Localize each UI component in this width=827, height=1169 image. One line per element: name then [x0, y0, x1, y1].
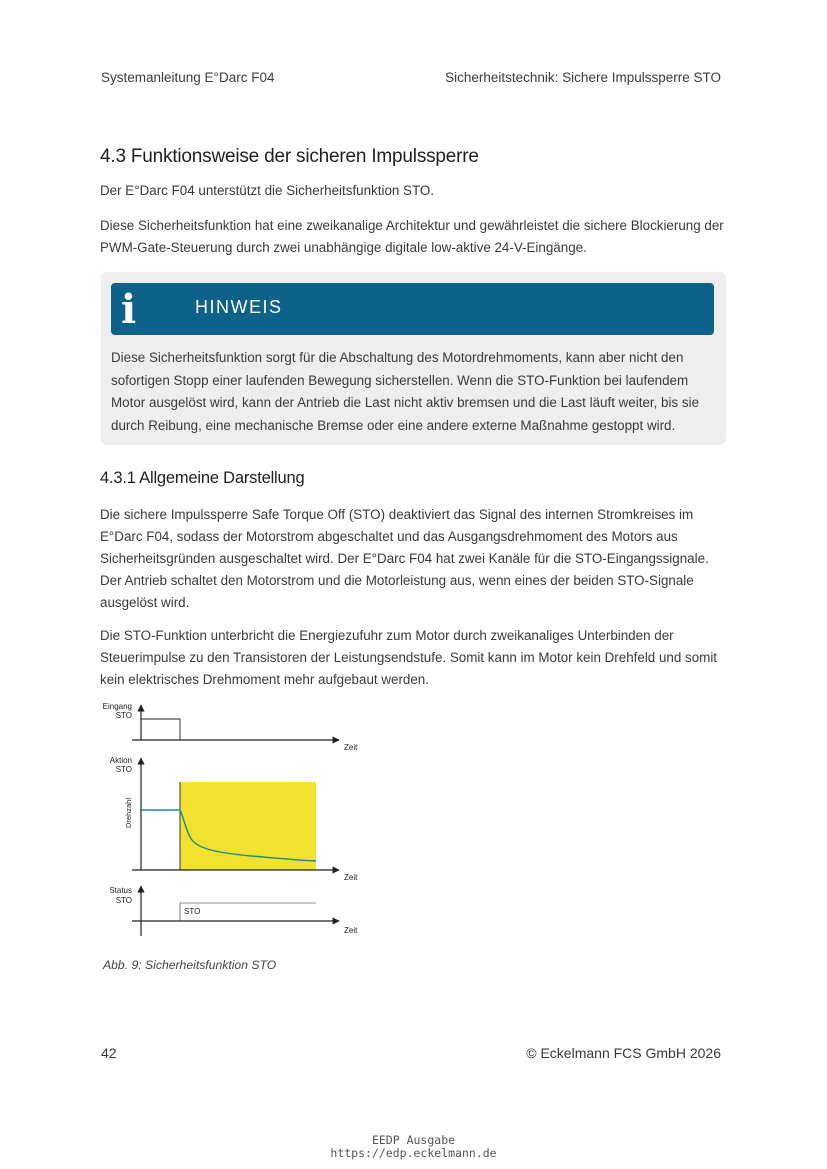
sto-timing-diagram	[96, 700, 376, 945]
panel3-label-line1: Status	[109, 886, 132, 895]
subsection-paragraph-1: Die sichere Impulssperre Safe Torque Off (STO) deaktiviert das Signal des internen Stromkreises im E°Darc F04, sodass der Motorstrom abgeschaltet und das Ausgangsdrehmoment des Motors aus Sicherheitsgründen ausgeschaltet wird. Der E°Darc F04 hat zwei Kanäle für die STO-Eingangssignale. Der Antrieb schaltet den Motorstrom und die Motorleistung aus, wenn eines der beiden STO-Signale ausgelöst wird.	[100, 507, 709, 610]
panel-action-sto	[110, 756, 358, 882]
notice-text: Diese Sicherheitsfunktion sorgt für die Abschaltung des Motordrehmoments, kann aber nicht den sofortigen Stopp einer laufenden Bewegung sicherstellen. Wenn die STO-Funktion bei laufendem Motor ausgelöst wird, kann der Antrieb die Last nicht aktiv bremsen und die Last läuft weiter, bis sie durch Reibung, eine mechanische Bremse oder eine andere externe Maßnahme gestoppt wird.	[111, 350, 700, 433]
notice-title: HINWEIS	[195, 297, 283, 317]
panel2-y-label: Drehzahl	[124, 797, 133, 828]
panel3-label-line2: STO	[115, 896, 132, 905]
panel2-axis-label: Zeit	[344, 873, 358, 882]
panel1-label-line1: Eingang	[102, 702, 132, 711]
panel2-label-line1: Aktion	[109, 756, 132, 765]
watermark-url[interactable]: https://edp.eckelmann.de	[330, 1146, 497, 1160]
section-heading: 4.3 Funktionsweise der sicheren Impulssperre	[100, 146, 479, 167]
page-number: 42	[101, 1045, 117, 1061]
info-icon: i	[121, 286, 137, 333]
section-paragraph-1: Der E°Darc F04 unterstützt die Sicherheitsfunktion STO.	[100, 183, 435, 198]
panel-input-sto	[103, 702, 358, 752]
figure-caption: Abb. 9: Sicherheitsfunktion STO	[103, 958, 277, 972]
header-chapter-title: Sicherheitstechnik: Sichere Impulssperre STO	[445, 70, 721, 85]
watermark-line-1: EEDP Ausgabe	[371, 1133, 456, 1147]
panel2-label-line2: STO	[115, 765, 132, 774]
header-document-title: Systemanleitung E°Darc F04	[101, 70, 275, 85]
copyright: © Eckelmann FCS GmbH 2026	[526, 1045, 721, 1061]
subsection-paragraph-2: Die STO-Funktion unterbricht die Energiezufuhr zum Motor durch zweikanaliges Unterbinden der Steuerimpulse zu den Transistoren der Leistungsendstufe. Somit kann im Motor kein Drehfeld und somit kein elektrisches Drehmoment mehr aufgebaut werden.	[100, 628, 718, 687]
panel1-label-line2: STO	[115, 711, 132, 720]
panel1-axis-label: Zeit	[344, 743, 358, 752]
panel3-state-label: STO	[184, 907, 201, 916]
panel3-status-signal	[180, 903, 316, 921]
panel1-input-signal	[141, 719, 180, 740]
sto-active-region	[180, 782, 316, 870]
panel3-axis-label: Zeit	[344, 926, 358, 935]
section-paragraph-2: Diese Sicherheitsfunktion hat eine zweikanalige Architektur und gewährleistet die sichere Blockierung der PWM-Gate-Steuerung durch zwei unabhängige digitale low-aktive 24-V-Eingänge.	[100, 218, 724, 255]
subsection-heading: 4.3.1 Allgemeine Darstellung	[100, 469, 305, 487]
panel-status-sto	[109, 886, 358, 936]
